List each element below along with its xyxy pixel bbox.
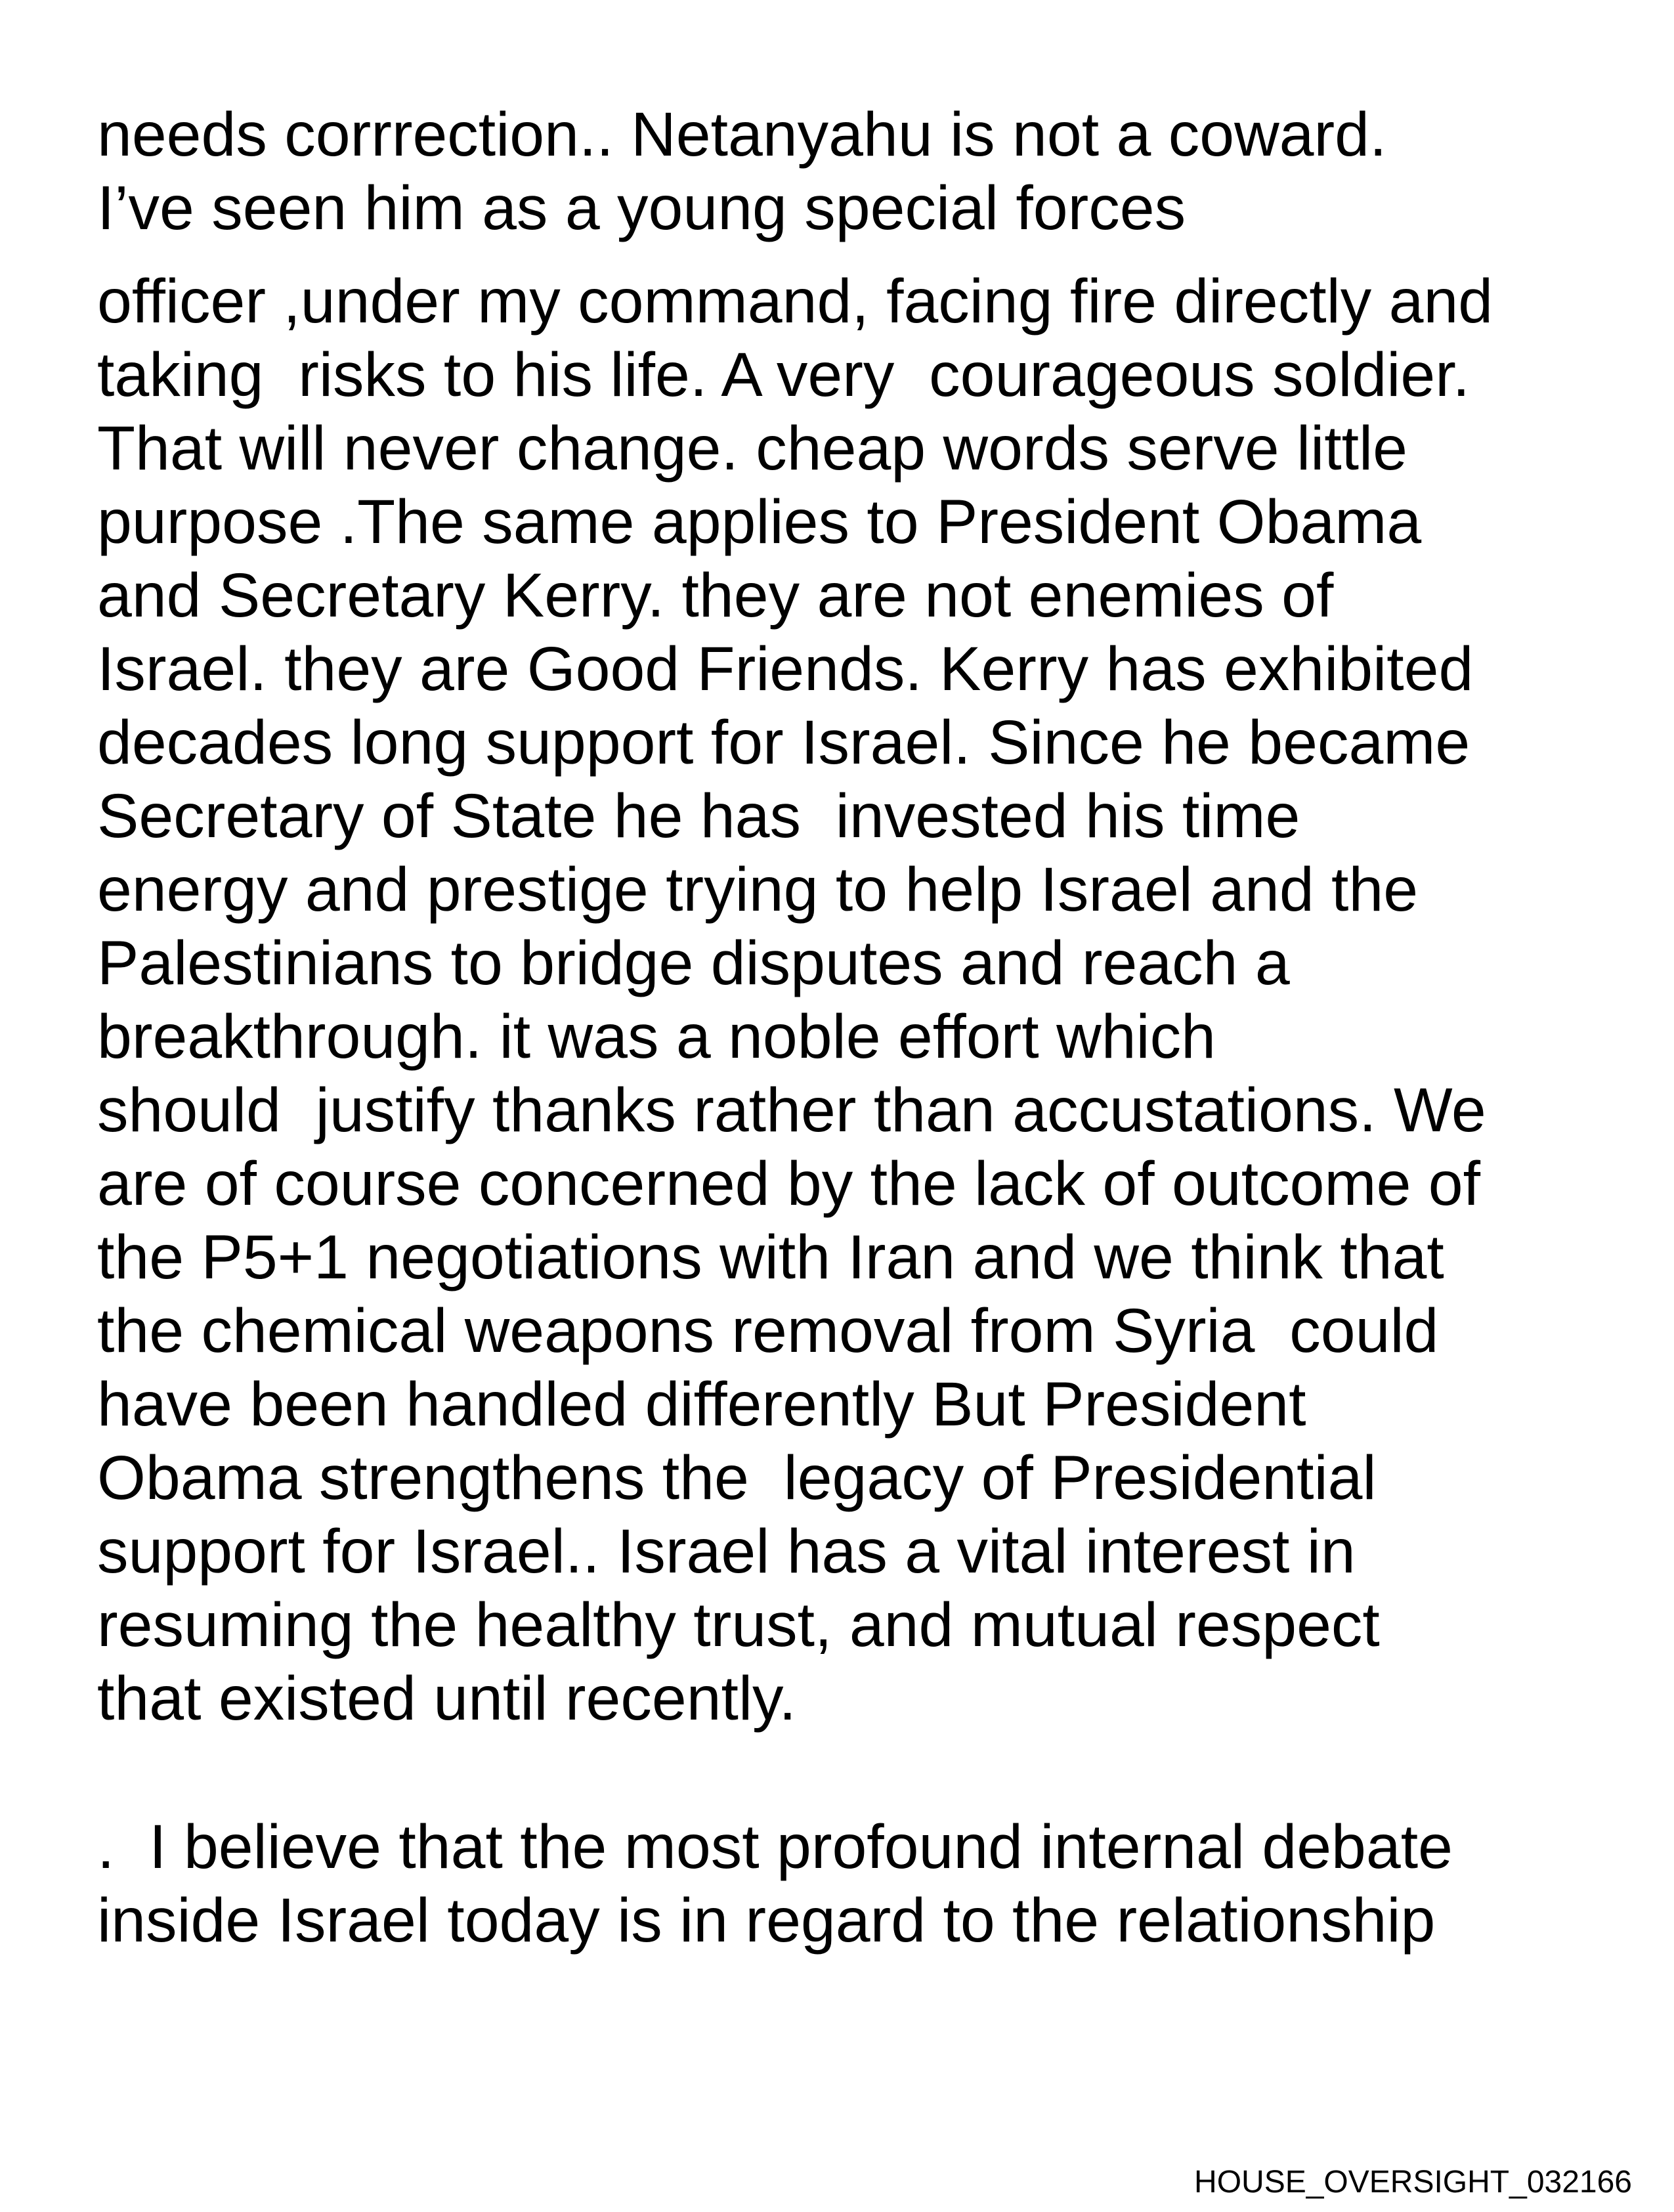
bates-number: HOUSE_OVERSIGHT_032166 [1194,2165,1632,2200]
text-line: resuming the healthy trust, and mutual respect [97,1590,1380,1660]
text-line: Secretary of State he has invested his time [97,781,1300,851]
text-line: have been handled differently But President [97,1370,1306,1439]
text-line: Obama strengthens the legacy of Presidential [97,1443,1377,1513]
text-line: purpose .The same applies to President Obama [97,487,1422,557]
text-line: taking risks to his life. A very courageous soldier. [97,340,1470,410]
text-line: and Secretary Kerry. they are not enemies of [97,561,1334,630]
text-line: breakthrough. it was a noble effort which [97,1002,1216,1072]
text-line: officer ,under my command, facing fire directly and [97,267,1493,336]
text-line: That will never change. cheap words serve little [97,414,1407,483]
text-line: support for Israel.. Israel has a vital interest in [97,1517,1356,1586]
text-line: I’ve seen him as a young special forces [97,173,1186,243]
text-line: . I believe that the most profound internal debate [97,1812,1453,1882]
text-line: the P5+1 negotiations with Iran and we think that [97,1223,1444,1292]
text-line: energy and prestige trying to help Israel and the [97,855,1419,924]
text-line: the chemical weapons removal from Syria could [97,1296,1439,1366]
text-line: Palestinians to bridge disputes and reach a [97,928,1290,998]
text-line: are of course concerned by the lack of outcome of [97,1149,1481,1219]
text-line: decades long support for Israel. Since he became [97,708,1470,777]
text-line: inside Israel today is in regard to the relationship [97,1886,1436,1955]
text-line: Israel. they are Good Friends. Kerry has exhibited [97,634,1474,704]
text-line: that existed until recently. [97,1664,796,1733]
text-line: should justify thanks rather than accustations. We [97,1075,1486,1145]
text-line: needs corrrection.. Netanyahu is not a coward. [97,100,1387,169]
